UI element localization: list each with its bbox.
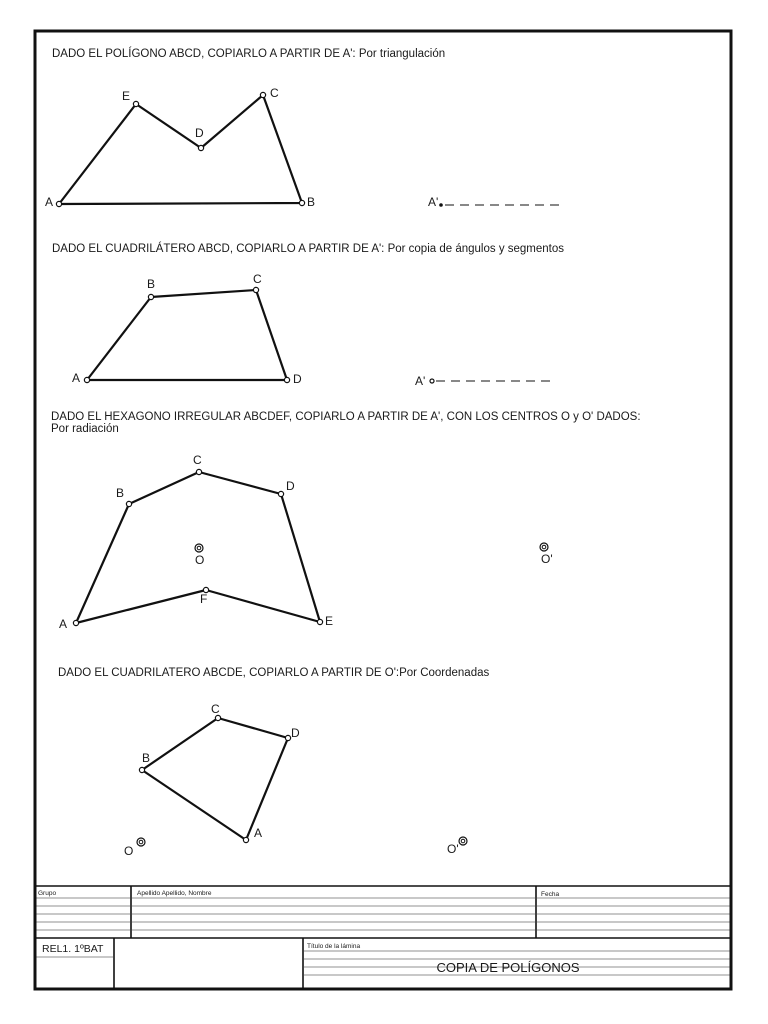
- exercise-1-instruction: DADO EL POLÍGONO ABCD, COPIARLO A PARTIR DE A': Por triangulación: [52, 48, 446, 60]
- exercise-4-instruction: DADO EL CUADRILATERO ABCDE, COPIARLO A PARTIR DE O':Por Coordenadas: [58, 667, 490, 679]
- exercise-3: [51, 411, 641, 631]
- label-a: A: [45, 195, 54, 209]
- vertex-a: [243, 837, 248, 842]
- vertex-d: [278, 491, 283, 496]
- vertex-c: [260, 92, 265, 97]
- target-point-label: A': [415, 374, 426, 388]
- target-point: [430, 379, 434, 383]
- target-point-label: A': [428, 195, 439, 209]
- center-o-prime: [540, 543, 548, 551]
- origin-o: [137, 838, 145, 846]
- label-o-prime: O': [447, 842, 459, 856]
- vertex-d: [285, 735, 290, 740]
- row1-writing-lines: [36, 898, 730, 930]
- label-o: O: [124, 844, 134, 858]
- titulo-label: Título de la lámina: [307, 943, 361, 950]
- vertex-a: [56, 201, 61, 206]
- exercise-2: [52, 242, 564, 388]
- label-d: D: [293, 372, 302, 386]
- origin-o-prime: [459, 837, 467, 845]
- nombre-label: Apellido Apellido, Nombre: [137, 890, 212, 897]
- vertex-b: [299, 200, 304, 205]
- vertex-a: [84, 377, 89, 382]
- label-c: C: [253, 272, 262, 286]
- label-b: B: [307, 195, 316, 209]
- quadrilateral-abcd: [142, 718, 288, 840]
- lamina-title: COPIA DE POLÍGONOS: [436, 960, 580, 975]
- label-d: D: [195, 126, 204, 140]
- vertex-d: [198, 145, 203, 150]
- label-c: C: [270, 86, 279, 100]
- exercise-4: [58, 667, 489, 858]
- label-o-prime: O': [541, 552, 553, 566]
- vertex-b: [148, 294, 153, 299]
- vertex-c: [196, 469, 201, 474]
- label-e: E: [325, 614, 334, 628]
- label-b: B: [116, 486, 125, 500]
- label-c: C: [211, 702, 220, 716]
- center-o: [195, 544, 203, 552]
- label-f: F: [200, 592, 208, 606]
- title-block: [35, 886, 731, 989]
- vertex-b: [139, 767, 144, 772]
- vertex-e: [133, 101, 138, 106]
- exercise-2-instruction: DADO EL CUADRILÁTERO ABCD, COPIARLO A PARTIR DE A': Por copia de ángulos y segmentos: [52, 243, 565, 255]
- label-o: O: [195, 553, 205, 567]
- label-d: D: [291, 726, 300, 740]
- vertex-c: [215, 715, 220, 720]
- vertex-d: [284, 377, 289, 382]
- label-a: A: [254, 826, 263, 840]
- label-d: D: [286, 479, 295, 493]
- fecha-label: Fecha: [541, 891, 560, 898]
- quadrilateral-abcd: [87, 290, 287, 380]
- curso-label: REL1. 1ºBAT: [42, 943, 104, 955]
- polygon-abcde: [59, 95, 302, 204]
- grupo-label: Grupo: [38, 890, 57, 897]
- vertex-e: [317, 619, 322, 624]
- exercise-3-instruction-line2: Por radiación: [51, 423, 119, 435]
- label-b: B: [147, 277, 156, 291]
- vertex-a: [73, 620, 78, 625]
- label-b: B: [142, 751, 151, 765]
- exercise-1: [45, 47, 565, 209]
- label-a: A: [72, 371, 81, 385]
- vertex-b: [126, 501, 131, 506]
- exercise-3-instruction-line1: DADO EL HEXAGONO IRREGULAR ABCDEF, COPIARLO A PARTIR DE A', CON LOS CENTROS O y O' DADOS:: [51, 411, 641, 423]
- target-point: [439, 203, 443, 207]
- label-c: C: [193, 453, 202, 467]
- label-e: E: [122, 89, 131, 103]
- vertex-c: [253, 287, 258, 292]
- label-a: A: [59, 617, 68, 631]
